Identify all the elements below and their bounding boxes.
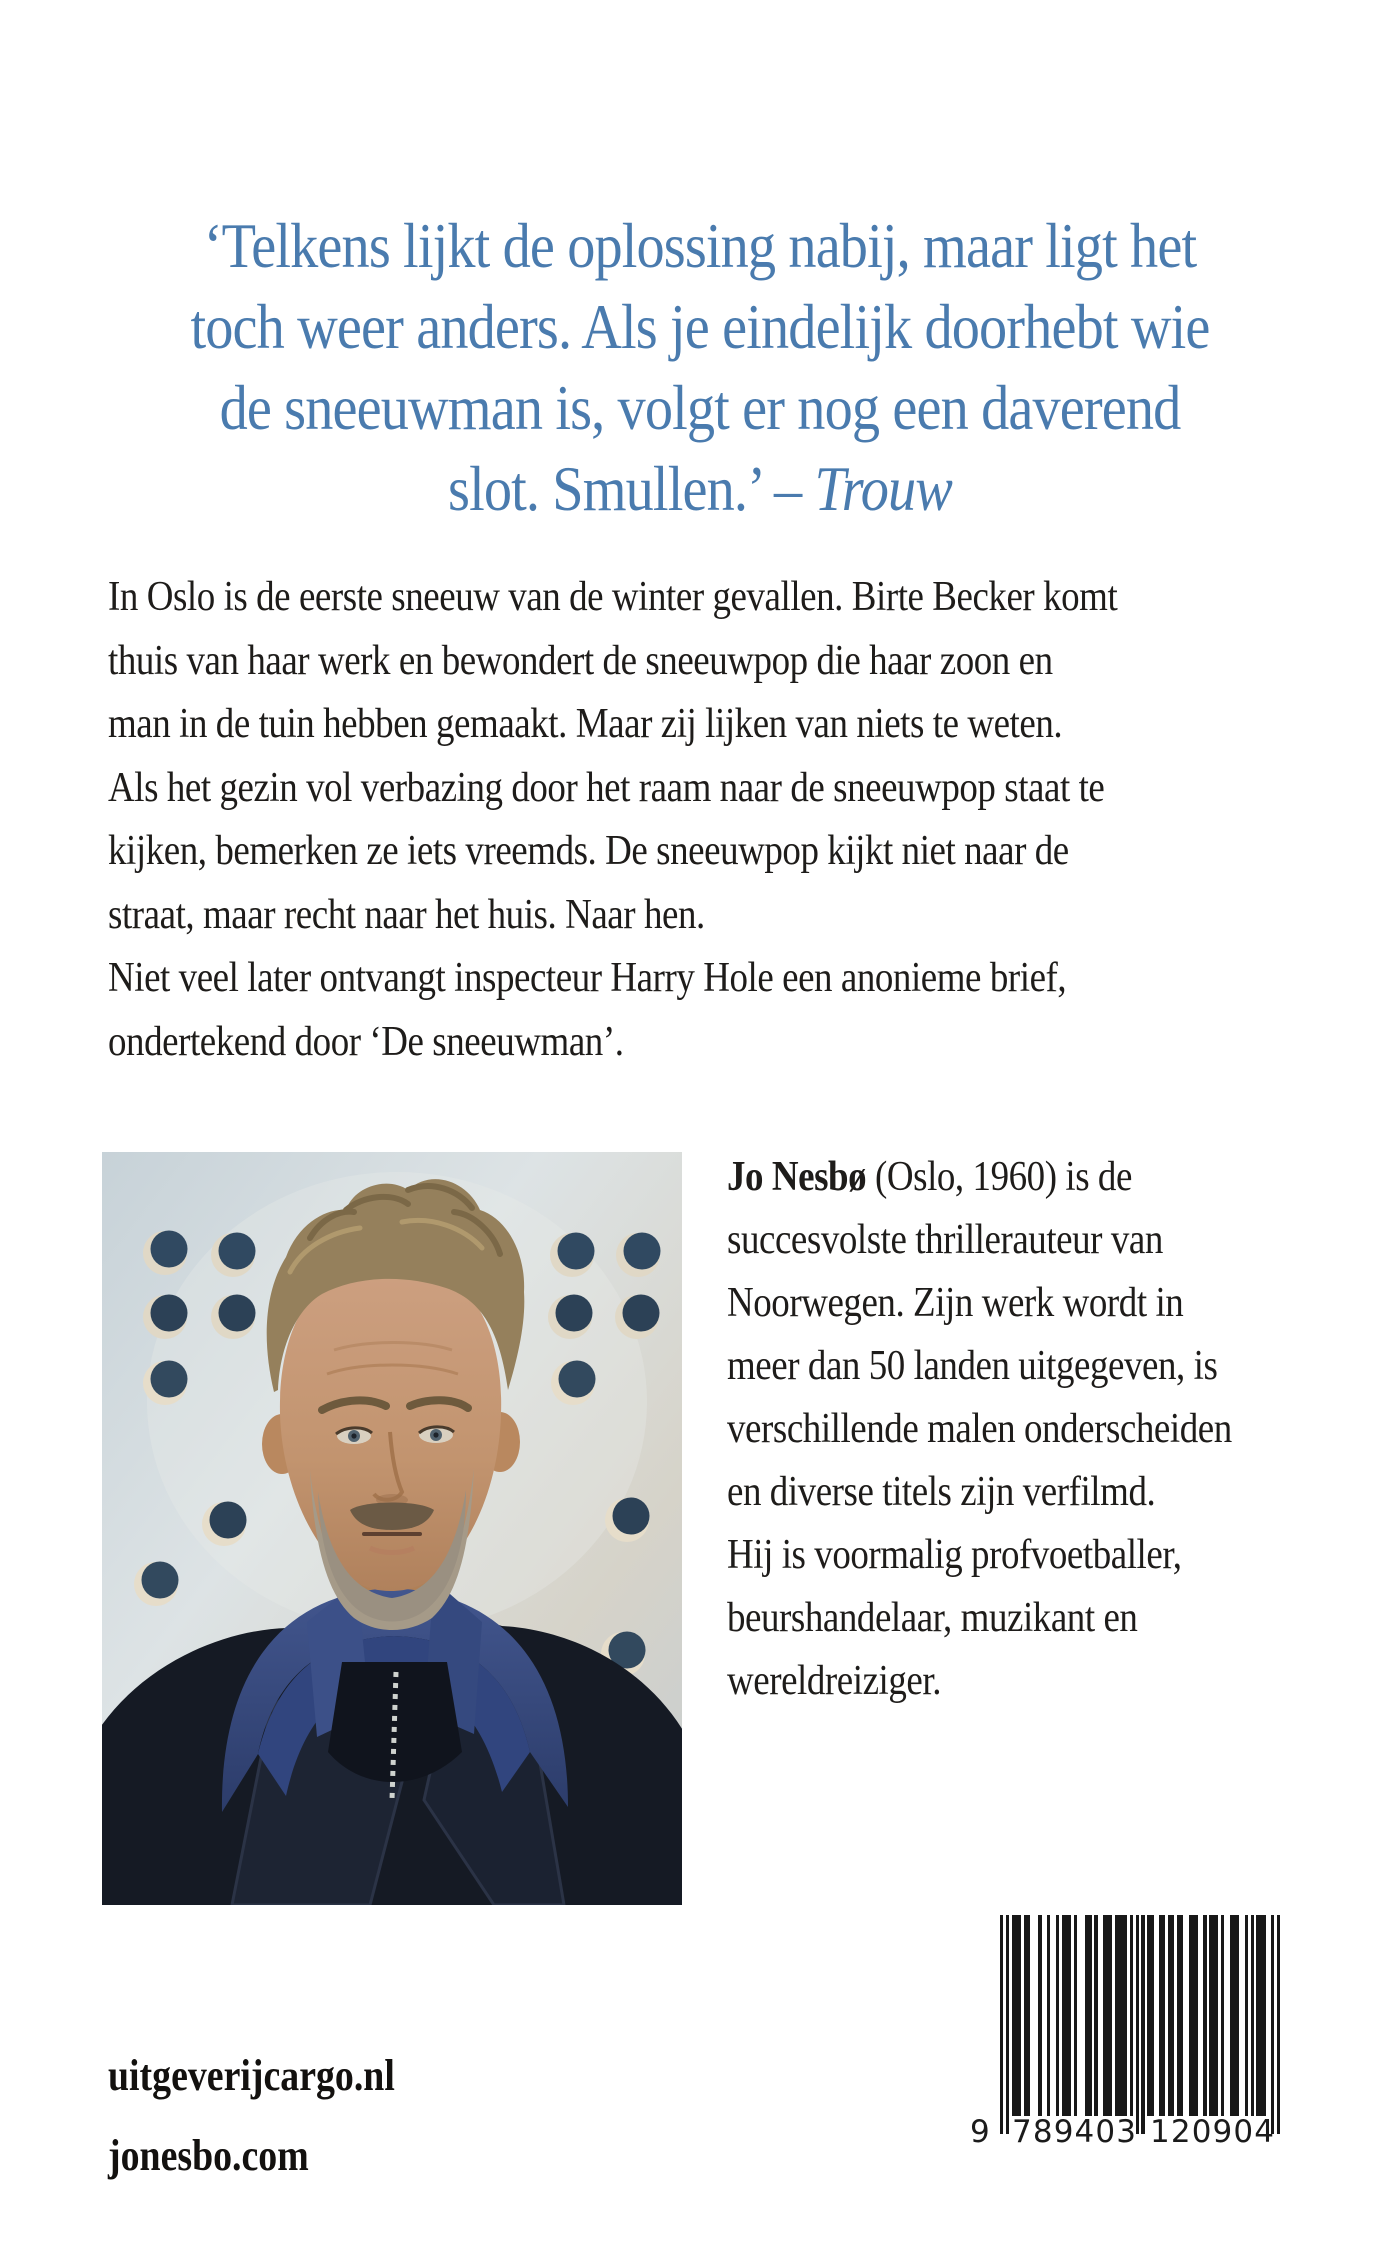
- barcode-bar: [1251, 1915, 1254, 2116]
- barcode-bar: [1074, 1915, 1077, 2116]
- barcode-digit: 2: [1170, 2114, 1191, 2150]
- barcode-bar: [1141, 1915, 1144, 2134]
- barcode-digit: 7: [1012, 2114, 1032, 2150]
- bio-line: beurshandelaar, muzikant en: [727, 1595, 1138, 1641]
- synopsis-lines: [108, 566, 1308, 1074]
- barcode-digits: [960, 2114, 1290, 2154]
- quote-last-prefix: slot. Smullen.’ –: [448, 453, 815, 524]
- barcode-bar: [1221, 1915, 1224, 2116]
- barcode: [1000, 1915, 1280, 2145]
- barcode-digits-left: [1012, 2114, 1136, 2150]
- quote-line: toch weer anders. Als je eindelijk doorhebt wie: [190, 291, 1210, 362]
- barcode-bar: [1056, 1915, 1059, 2116]
- bio-line-first-rest: (Oslo, 1960) is de: [866, 1154, 1132, 1200]
- bio-line: succesvolste thrillerauteur van: [727, 1217, 1163, 1263]
- barcode-bar: [1018, 1915, 1021, 2116]
- quote-line: ‘Telkens lijkt de oplossing nabij, maar ligt het: [203, 210, 1197, 281]
- barcode-bar: [1277, 1915, 1280, 2134]
- barcode-digit: 0: [1233, 2114, 1254, 2150]
- barcode-bar: [1109, 1915, 1112, 2116]
- barcode-bar: [1000, 1915, 1003, 2134]
- synopsis-line: Als het gezin vol verbazing door het raam naar de sneeuwpop staat te: [108, 764, 1105, 811]
- publisher-url: jonesbo.com: [108, 2131, 309, 2180]
- barcode-bar: [1162, 1915, 1165, 2116]
- barcode-bar: [1215, 1915, 1218, 2116]
- barcode-digit: 4: [1074, 2114, 1095, 2150]
- bio-line: en diverse titels zijn verfilmd.: [727, 1469, 1156, 1515]
- author-bio: [727, 1146, 1327, 1713]
- barcode-digit: 0: [1095, 2114, 1116, 2150]
- barcode-bar: [1271, 1915, 1274, 2134]
- author-name: Jo Nesbø: [727, 1154, 867, 1200]
- barcode-digit: 1: [1150, 2114, 1170, 2150]
- author-photo: [102, 1152, 682, 1905]
- barcode-bar: [1027, 1915, 1030, 2116]
- bio-lines: [727, 1209, 1327, 1713]
- publisher-links: [108, 2036, 442, 2196]
- quote-line-last: [84, 448, 1316, 529]
- synopsis-line: kijken, bemerken ze iets vreemds. De sneeuwpop kijkt niet naar de: [108, 828, 1069, 874]
- barcode-bar: [1180, 1915, 1183, 2116]
- barcode-bar: [1203, 1915, 1206, 2116]
- barcode-bar: [1136, 1915, 1139, 2134]
- publisher-url-list: [108, 2036, 442, 2196]
- barcode-bar: [1150, 1915, 1153, 2116]
- barcode-digit: 9: [1212, 2114, 1233, 2150]
- synopsis-line: In Oslo is de eerste sneeuw van de winter gevallen. Birte Becker komt: [108, 574, 1118, 620]
- quote-source: Trouw: [814, 453, 952, 524]
- barcode-bar: [1262, 1915, 1265, 2116]
- barcode-bars: [1000, 1915, 1280, 2135]
- synopsis-line: Niet veel later ontvangt inspecteur Harry Hole een anonieme brief,: [108, 955, 1067, 1001]
- bio-line: Noorwegen. Zijn werk wordt in: [727, 1280, 1184, 1326]
- synopsis-line: straat, maar recht naar het huis. Naar hen.: [108, 891, 705, 938]
- barcode-bar: [1047, 1915, 1050, 2116]
- barcode-bar: [1038, 1915, 1041, 2116]
- barcode-bar: [1195, 1915, 1198, 2116]
- barcode-bar: [1171, 1915, 1174, 2116]
- barcode-digit: 3: [1116, 2114, 1136, 2150]
- barcode-bar: [1130, 1915, 1133, 2116]
- barcode-bar: [1068, 1915, 1071, 2116]
- publisher-url: uitgeverijcargo.nl: [108, 2051, 395, 2100]
- synopsis-line: thuis van haar werk en bewondert de sneeuwpop die haar zoon en: [108, 637, 1053, 684]
- bio-line-first: [727, 1146, 1255, 1209]
- synopsis-line: man in de tuin hebben gemaakt. Maar zij lijken van niets te weten.: [108, 701, 1063, 747]
- barcode-bar: [1124, 1915, 1127, 2116]
- synopsis: [108, 566, 1308, 1074]
- bio-line: wereldreiziger.: [727, 1658, 942, 1704]
- barcode-bar: [1245, 1915, 1248, 2116]
- barcode-digit-first: 9: [970, 2114, 992, 2150]
- barcode-bar: [1088, 1915, 1091, 2116]
- synopsis-line: ondertekend door ‘De sneeuwman’.: [108, 1018, 624, 1065]
- quote-lines: [0, 205, 1400, 448]
- quote-line: de sneeuwman is, volgt er nog een daverend: [219, 372, 1181, 443]
- bio-line: meer dan 50 landen uitgegeven, is: [727, 1343, 1218, 1389]
- barcode-bar: [1006, 1915, 1009, 2134]
- barcode-bar: [1236, 1915, 1239, 2116]
- bio-line: Hij is voormalig profvoetballer,: [727, 1532, 1182, 1578]
- review-quote: [0, 205, 1400, 529]
- barcode-digit: 9: [1053, 2114, 1074, 2150]
- author-portrait-illustration: [102, 1152, 682, 1905]
- barcode-digits-right: [1150, 2114, 1274, 2150]
- barcode-bar: [1094, 1915, 1097, 2116]
- barcode-digit: 8: [1032, 2114, 1053, 2150]
- barcode-digit: 4: [1254, 2114, 1274, 2150]
- bio-line: verschillende malen onderscheiden: [727, 1406, 1232, 1452]
- barcode-digit: 0: [1191, 2114, 1212, 2150]
